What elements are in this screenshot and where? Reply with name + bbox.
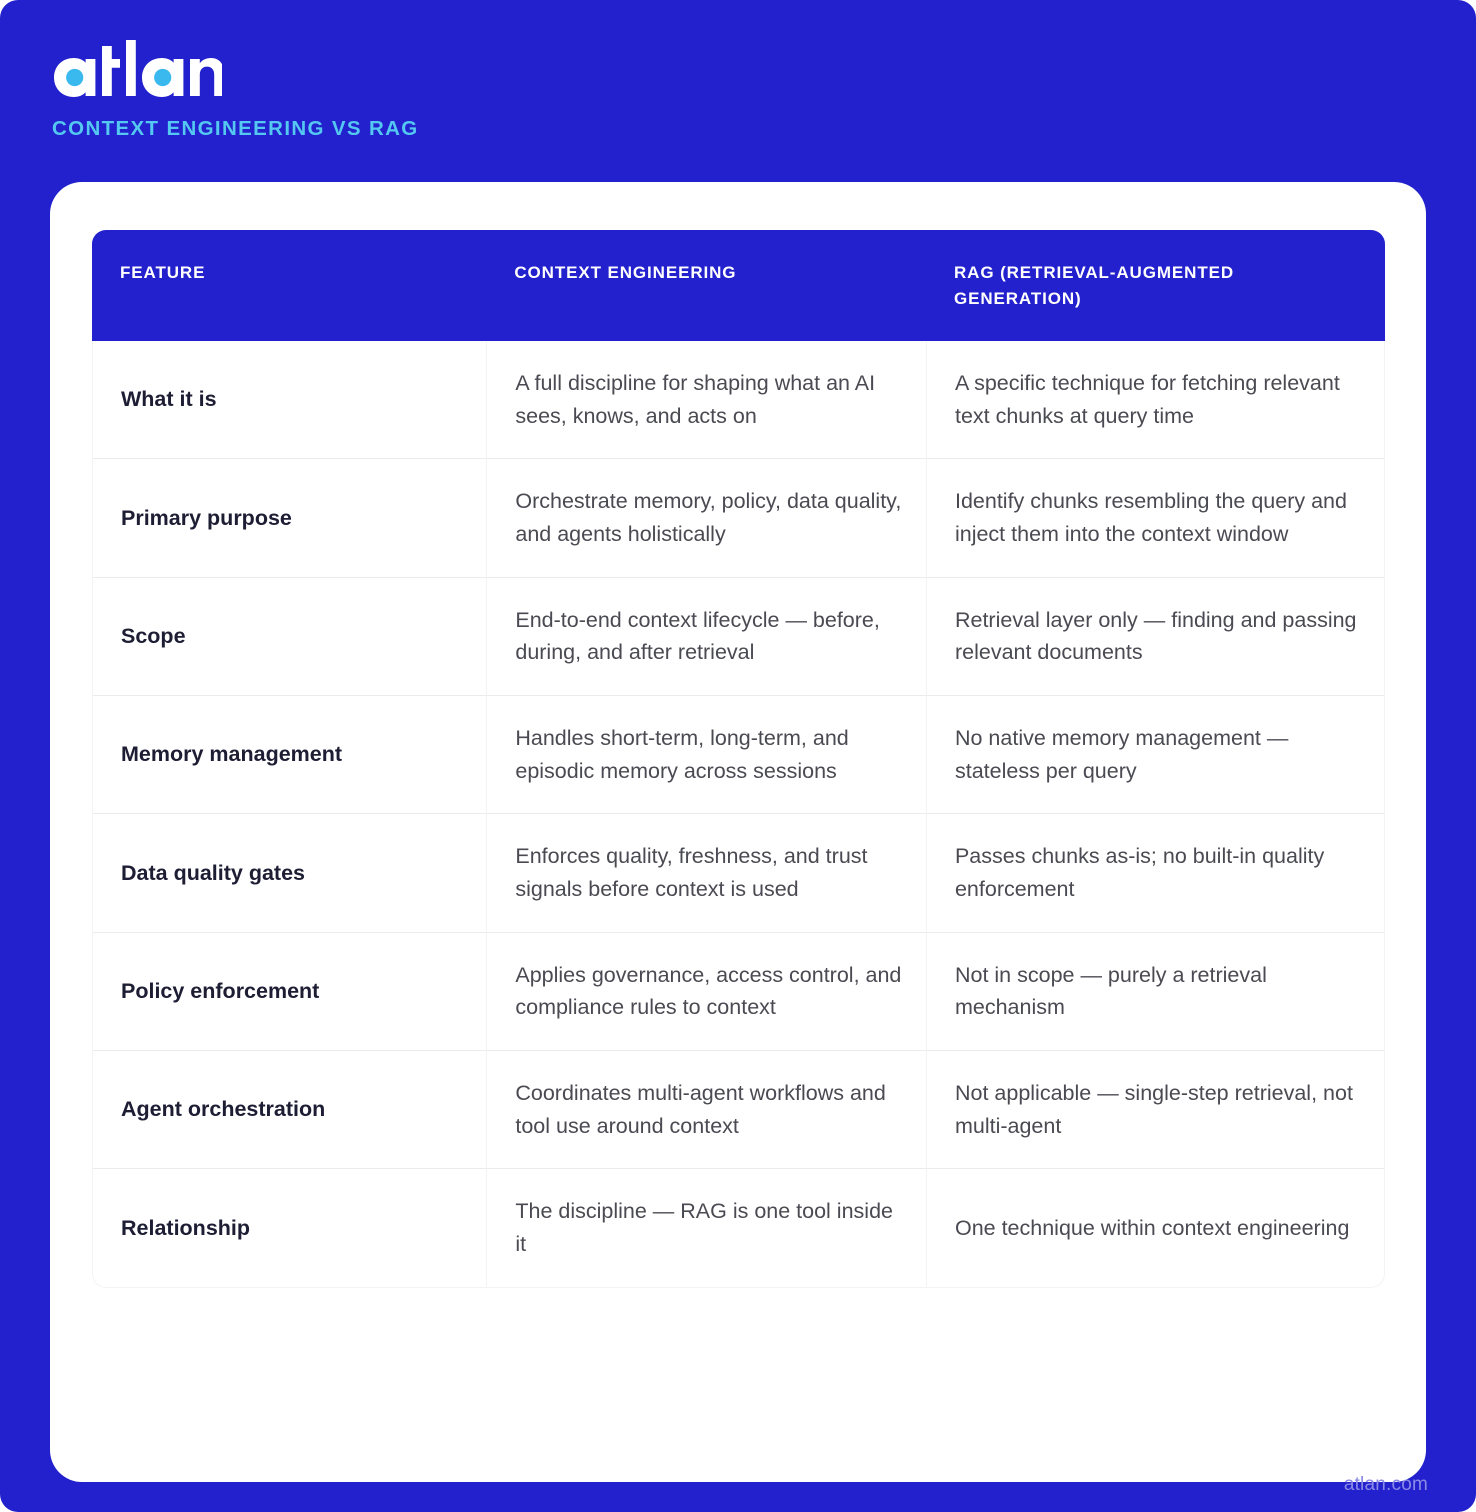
table-header	[92, 230, 1385, 341]
table-row	[92, 933, 1385, 1051]
atlan-wordmark-icon	[52, 36, 222, 108]
atlan-logo	[52, 36, 752, 108]
comparison-table	[92, 230, 1385, 1288]
table-row	[92, 1051, 1385, 1169]
table-row	[92, 341, 1385, 459]
cell-context-engineering: Applies governance, access control, and compliance rules to context	[486, 933, 926, 1051]
brand-header	[52, 36, 752, 141]
cell-rag: Not applicable — single-step retrieval, not multi-agent	[926, 1051, 1385, 1169]
tagline: CONTEXT ENGINEERING VS RAG	[52, 117, 419, 140]
table-row	[92, 1169, 1385, 1287]
cell-rag: Passes chunks as-is; no built-in quality enforcement	[926, 814, 1385, 932]
footer-website-url: atlan.com	[1343, 1474, 1428, 1495]
cell-feature: What it is	[92, 341, 486, 459]
cell-context-engineering: The discipline — RAG is one tool inside it	[486, 1169, 926, 1287]
table-row	[92, 459, 1385, 577]
cell-feature: Scope	[92, 578, 486, 696]
cell-rag: Identify chunks resembling the query and inject them into the context window	[926, 459, 1385, 577]
cell-rag: Not in scope — purely a retrieval mechanism	[926, 933, 1385, 1051]
cell-feature: Agent orchestration	[92, 1051, 486, 1169]
cell-context-engineering: A full discipline for shaping what an AI sees, knows, and acts on	[486, 341, 926, 459]
column-header-context-engineering: CONTEXT ENGINEERING	[486, 230, 926, 341]
table-body	[92, 341, 1385, 1288]
column-header-feature: FEATURE	[92, 230, 486, 341]
table-row	[92, 696, 1385, 814]
cell-feature: Data quality gates	[92, 814, 486, 932]
cell-rag: Retrieval layer only — finding and passing relevant documents	[926, 578, 1385, 696]
cell-feature: Primary purpose	[92, 459, 486, 577]
cell-context-engineering: Enforces quality, freshness, and trust signals before context is used	[486, 814, 926, 932]
cell-context-engineering: Orchestrate memory, policy, data quality, and agents holistically	[486, 459, 926, 577]
table-header-row	[92, 230, 1385, 341]
content-card	[50, 182, 1426, 1482]
column-header-rag: RAG (RETRIEVAL-AUGMENTED GENERATION)	[926, 230, 1385, 341]
table-row	[92, 578, 1385, 696]
cell-feature: Relationship	[92, 1169, 486, 1287]
cell-rag: One technique within context engineering	[926, 1169, 1385, 1287]
cell-context-engineering: Coordinates multi-agent workflows and tool use around context	[486, 1051, 926, 1169]
cell-context-engineering: Handles short-term, long-term, and episodic memory across sessions	[486, 696, 926, 814]
cell-feature: Memory management	[92, 696, 486, 814]
cell-rag: No native memory management — stateless per query	[926, 696, 1385, 814]
table-row	[92, 814, 1385, 932]
cell-rag: A specific technique for fetching relevant text chunks at query time	[926, 341, 1385, 459]
cell-context-engineering: End-to-end context lifecycle — before, during, and after retrieval	[486, 578, 926, 696]
cell-feature: Policy enforcement	[92, 933, 486, 1051]
